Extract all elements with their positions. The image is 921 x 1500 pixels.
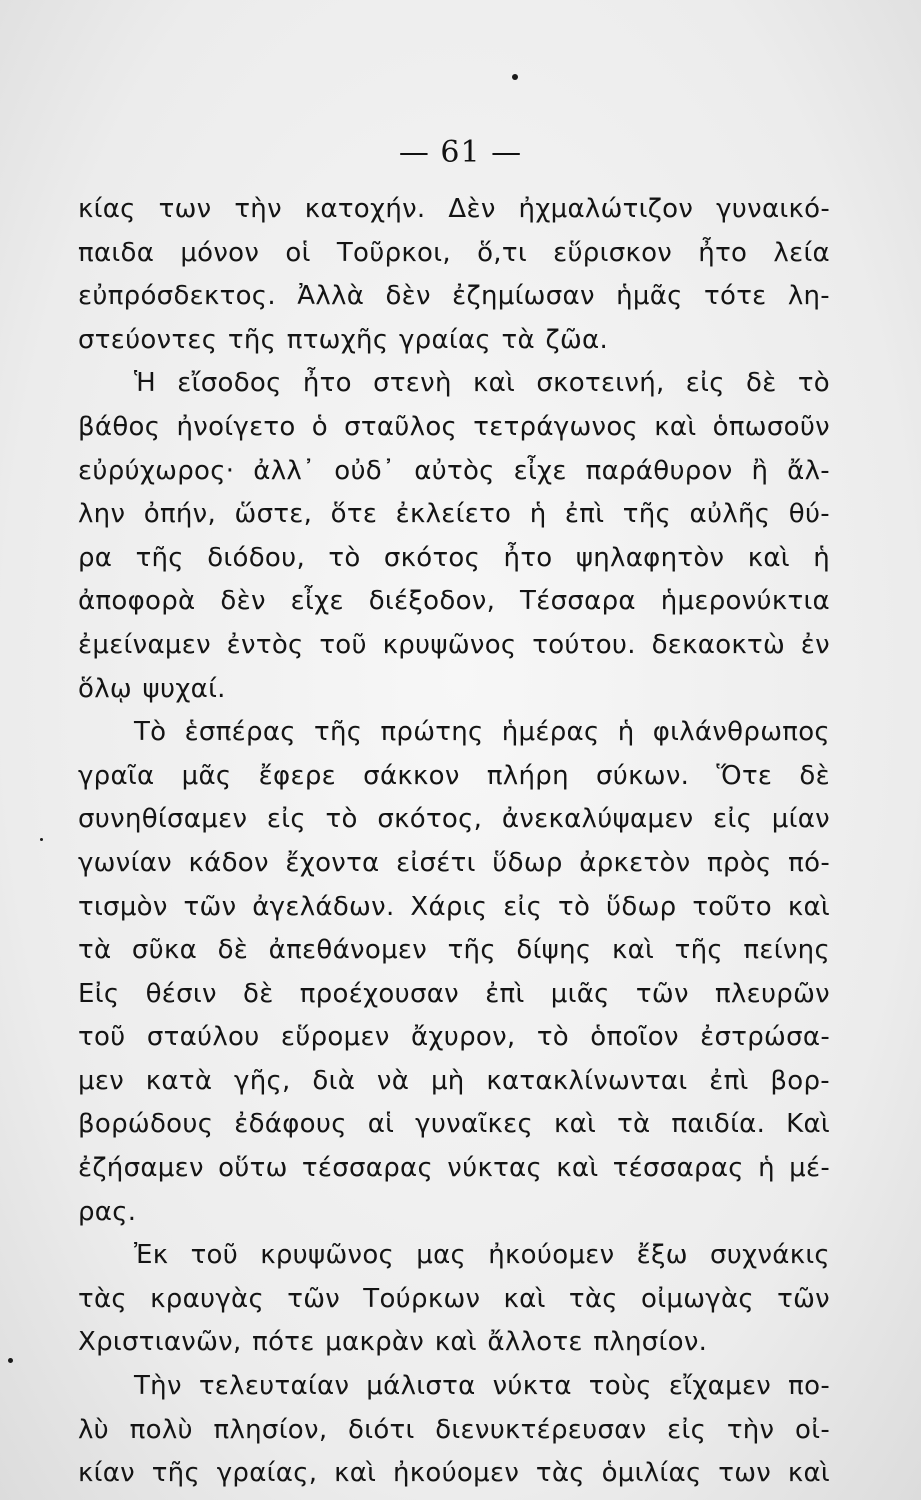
text-line: συνηθίσαμεν εἰς τὸ σκότος, ἀνεκαλύψαμεν εἰς μίαν [78,804,830,835]
text-line: ἀποφορὰ δὲν εἶχε διέξοδον, Τέσσαρα ἡμερονύκτια [78,586,830,617]
text-line: τοῦ σταύλου εὕρομεν ἄχυρον, τὸ ὁποῖον ἐστρώσα- [78,1022,830,1053]
text-line: Εἰς θέσιν δὲ προέχουσαν ἐπὶ μιᾶς τῶν πλευρῶν [78,978,830,1009]
text-line: στεύοντες τῆς πτωχῆς γραίας τὰ ζῶα. [78,324,609,355]
paragraph-start-line: Ἡ εἴσοδος ἦτο στενὴ καὶ σκοτεινή, εἰς δὲ τὸ [134,368,830,399]
text-line: παιδα μόνον οἱ Τοῦρκοι, ὅ,τι εὕρισκον ἦτο λεία [78,237,830,268]
page-number: — 61 — [398,135,523,170]
text-line: τὰς κραυγὰς τῶν Τούρκων καὶ τὰς οἰμωγὰς τῶν [78,1283,830,1314]
text-line: γωνίαν κάδον ἔχοντα εἰσέτι ὕδωρ ἀρκετὸν πρὸς πό- [78,847,830,878]
text-line: εὐρύχωρος· ἀλλ᾿ οὐδ᾿ αὐτὸς εἶχε παράθυρον ἢ ἄλ- [78,455,830,486]
text-line: Χριστιανῶν, πότε μακρὰν καὶ ἄλλοτε πλησίον. [78,1327,708,1358]
text-line: ρας. [78,1196,137,1227]
text-line: βάθος ἠνοίγετο ὁ σταῦλος τετράγωνος καὶ ὁπωσοῦν [78,411,830,442]
text-line: γραῖα μᾶς ἔφερε σάκκον πλήρη σύκων. Ὅτε δὲ [78,760,830,791]
paragraph-start-line: Ἐκ τοῦ κρυψῶνος μας ἠκούομεν ἔξω συχνάκις [134,1240,830,1271]
text-line: κίαν τῆς γραίας, καὶ ἠκούομεν τὰς ὁμιλίας των καὶ [78,1458,830,1489]
text-line: λὺ πολὺ πλησίον, διότι διενυκτέρευσαν εἰς τὴν οἰ- [78,1414,830,1445]
paragraph-start-line: Τὸ ἑσπέρας τῆς πρώτης ἡμέρας ἡ φιλάνθρωπος [134,717,830,748]
ink-speck [40,838,43,841]
ink-speck [8,1358,13,1363]
text-line: τὰ σῦκα δὲ ἀπεθάνομεν τῆς δίψης καὶ τῆς πείνης [78,935,830,966]
text-line: κίας των τὴν κατοχήν. Δὲν ἠχμαλώτιζον γυναικό- [78,194,830,224]
text-line: εὐπρόσδεκτος. Ἀλλὰ δὲν ἐζημίωσαν ἡμᾶς τότε λη- [78,281,830,312]
ink-speck [512,74,518,80]
text-line: βορώδους ἐδάφους αἱ γυναῖκες καὶ τὰ παιδία. Καὶ [78,1109,830,1140]
text-line: ἐζήσαμεν οὕτω τέσσαρας νύκτας καὶ τέσσαρας ἡ μέ- [78,1153,830,1184]
paragraph-start-line: Τὴν τελευταίαν μάλιστα νύκτα τοὺς εἴχαμεν πο- [134,1371,830,1402]
text-line: ὅλῳ ψυχαί. [78,673,226,704]
text-line: μεν κατὰ γῆς, διὰ νὰ μὴ κατακλίνωνται ἐπὶ βορ- [78,1065,830,1096]
text-line: τισμὸν τῶν ἀγελάδων. Χάρις εἰς τὸ ὕδωρ τοῦτο καὶ [78,891,830,922]
body-text [78,188,830,1496]
text-line: λην ὀπήν, ὥστε, ὅτε ἐκλείετο ἡ ἐπὶ τῆς αὐλῆς θύ- [78,499,830,530]
text-line: ἐμείναμεν ἐντὸς τοῦ κρυψῶνος τούτου. δεκαοκτὼ ἐν [78,629,830,660]
text-line: ρα τῆς διόδου, τὸ σκότος ἦτο ψηλαφητὸν καὶ ἡ [78,542,830,573]
